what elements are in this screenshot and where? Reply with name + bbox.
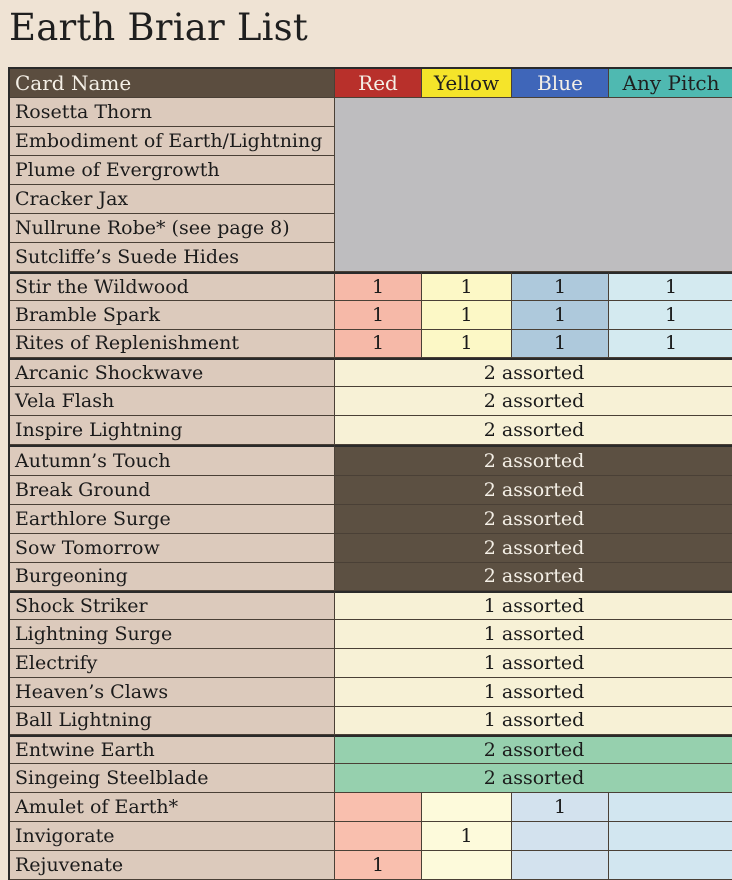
qty-any-pitch: 1 — [609, 330, 732, 358]
card-name: Singeing Steelblade — [10, 764, 335, 793]
header-card-name: Card Name — [10, 69, 335, 98]
qty-blue: 1 — [512, 272, 609, 301]
qty-yellow: 1 — [422, 822, 512, 851]
qty-any-pitch: 1 — [609, 272, 732, 301]
assorted-qty: 2 assorted — [335, 445, 732, 476]
header-yellow: Yellow — [422, 69, 512, 98]
card-name: Break Ground — [10, 476, 335, 505]
header-red: Red — [335, 69, 422, 98]
card-list-table — [8, 67, 732, 880]
assorted-qty: 2 assorted — [335, 735, 732, 764]
card-name: Entwine Earth — [10, 735, 335, 764]
assorted-qty: 2 assorted — [335, 505, 732, 534]
qty-red: 1 — [335, 851, 422, 880]
qty-red: 1 — [335, 301, 422, 330]
card-name: Arcanic Shockwave — [10, 358, 335, 387]
page-title: Earth Briar List — [9, 6, 308, 49]
card-name: Lightning Surge — [10, 620, 335, 649]
qty-blue — [512, 851, 609, 880]
card-name: Sow Tomorrow — [10, 534, 335, 563]
assorted-qty: 1 assorted — [335, 591, 732, 620]
assorted-qty: 2 assorted — [335, 764, 732, 793]
assorted-qty: 2 assorted — [335, 387, 732, 416]
card-name: Rejuvenate — [10, 851, 335, 880]
card-name: Amulet of Earth* — [10, 793, 335, 822]
qty-yellow: 1 — [422, 272, 512, 301]
card-name: Autumn’s Touch — [10, 445, 335, 476]
qty-yellow: 1 — [422, 330, 512, 358]
equipment-name: Embodiment of Earth/Lightning — [10, 127, 335, 156]
equipment-gray-block — [335, 98, 732, 272]
qty-blue: 1 — [512, 301, 609, 330]
equipment-name: Cracker Jax — [10, 185, 335, 214]
assorted-qty: 2 assorted — [335, 358, 732, 387]
card-name: Rites of Replenishment — [10, 330, 335, 358]
header-any-pitch: Any Pitch — [609, 69, 732, 98]
qty-yellow: 1 — [422, 301, 512, 330]
assorted-qty: 2 assorted — [335, 563, 732, 591]
qty-blue — [512, 822, 609, 851]
qty-blue: 1 — [512, 330, 609, 358]
header-blue: Blue — [512, 69, 609, 98]
equipment-name: Plume of Evergrowth — [10, 156, 335, 185]
card-name: Shock Striker — [10, 591, 335, 620]
qty-any-pitch — [609, 793, 732, 822]
assorted-qty: 2 assorted — [335, 416, 732, 445]
card-name: Ball Lightning — [10, 707, 335, 735]
card-name: Earthlore Surge — [10, 505, 335, 534]
qty-red: 1 — [335, 272, 422, 301]
qty-yellow — [422, 793, 512, 822]
card-name: Stir the Wildwood — [10, 272, 335, 301]
qty-blue: 1 — [512, 793, 609, 822]
card-name: Inspire Lightning — [10, 416, 335, 445]
qty-yellow — [422, 851, 512, 880]
qty-red — [335, 793, 422, 822]
card-name: Vela Flash — [10, 387, 335, 416]
assorted-qty: 1 assorted — [335, 649, 732, 678]
assorted-qty: 2 assorted — [335, 534, 732, 563]
qty-red — [335, 822, 422, 851]
assorted-qty: 1 assorted — [335, 620, 732, 649]
qty-any-pitch: 1 — [609, 301, 732, 330]
assorted-qty: 2 assorted — [335, 476, 732, 505]
assorted-qty: 1 assorted — [335, 707, 732, 735]
qty-red: 1 — [335, 330, 422, 358]
card-name: Heaven’s Claws — [10, 678, 335, 707]
qty-any-pitch — [609, 822, 732, 851]
equipment-name: Rosetta Thorn — [10, 98, 335, 127]
card-name: Invigorate — [10, 822, 335, 851]
card-name: Electrify — [10, 649, 335, 678]
card-name: Bramble Spark — [10, 301, 335, 330]
equipment-name: Sutcliffe’s Suede Hides — [10, 243, 335, 272]
equipment-name: Nullrune Robe* (see page 8) — [10, 214, 335, 243]
card-name: Burgeoning — [10, 563, 335, 591]
qty-any-pitch — [609, 851, 732, 880]
assorted-qty: 1 assorted — [335, 678, 732, 707]
